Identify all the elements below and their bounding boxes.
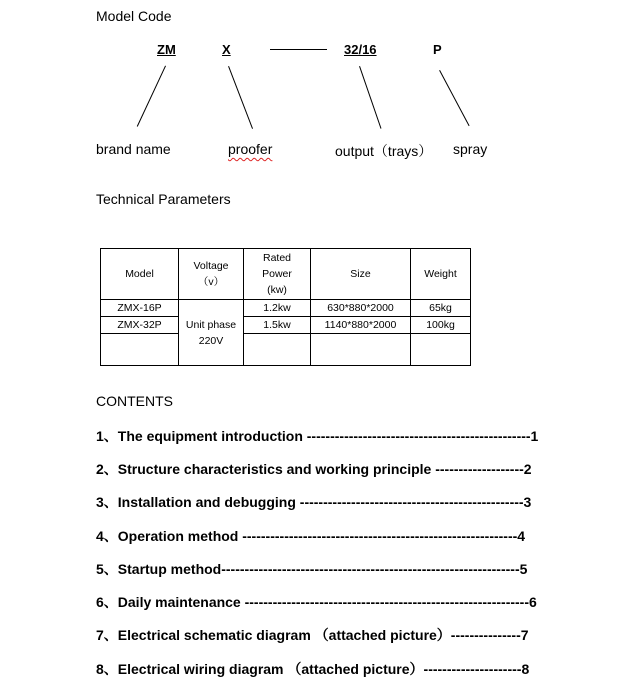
code-segment-spray: P: [433, 42, 442, 57]
cell-empty: [311, 334, 411, 366]
contents-heading: CONTENTS: [96, 393, 173, 409]
toc-item: 3、Installation and debugging ------------------------------------------------3: [96, 494, 532, 510]
header-weight-text: Weight: [424, 268, 457, 280]
header-rated-line2: Power: [262, 268, 292, 280]
table-row: [101, 300, 471, 317]
header-voltage: [179, 249, 244, 300]
cell-empty: [244, 334, 311, 366]
label-proofer: proofer: [228, 141, 273, 157]
toc-item: 7、Electrical schematic diagram （attached picture）---------------7: [96, 627, 529, 643]
cell-power: 1.5kw: [244, 317, 311, 334]
table-row: [101, 317, 471, 334]
cell-voltage: [179, 300, 244, 366]
header-model-text: Model: [125, 268, 154, 280]
header-voltage-line2: （v）: [197, 276, 225, 288]
toc-item: 1、The equipment introduction ------------------------------------------------1: [96, 428, 539, 444]
cell-size: 630*880*2000: [311, 300, 411, 317]
cell-empty: [411, 334, 471, 366]
label-spray: spray: [453, 141, 488, 157]
header-rated-line3: (kw): [267, 284, 287, 296]
cell-weight: 100kg: [411, 317, 471, 334]
cell-empty: [101, 334, 179, 366]
model-code-heading: Model Code: [96, 8, 172, 24]
toc-item: 2、Structure characteristics and working principle -------------------2: [96, 461, 532, 477]
header-voltage-line1: Voltage: [193, 260, 229, 272]
table-row-empty: [101, 334, 471, 366]
cell-model: ZMX-32P: [101, 317, 179, 334]
toc-item: 6、Daily maintenance -------------------------------------------------------------6: [96, 594, 537, 610]
tech-params-table: [100, 248, 471, 366]
cell-weight: 65kg: [411, 300, 471, 317]
code-segment-type: X: [222, 42, 231, 57]
header-rated-power: [244, 249, 311, 300]
toc-item: 8、Electrical wiring diagram （attached picture）---------------------8: [96, 661, 530, 677]
connector-line-output: [359, 66, 381, 129]
label-output-trays: output（trays）: [335, 143, 433, 159]
table-header-row: [101, 249, 471, 300]
code-separator-line: [270, 49, 327, 50]
voltage-value-line1: Unit phase: [185, 318, 237, 331]
header-rated-line1: Rated: [262, 252, 292, 264]
header-model: [101, 249, 179, 300]
toc-item: 4、Operation method -----------------------------------------------------------4: [96, 528, 526, 544]
connector-line-proofer: [228, 66, 253, 129]
code-segment-output: 32/16: [344, 42, 377, 57]
tech-params-heading: Technical Parameters: [96, 191, 231, 207]
cell-size: 1140*880*2000: [311, 317, 411, 334]
code-segment-brand: ZM: [157, 42, 176, 57]
header-size-text: Size: [350, 268, 371, 280]
label-brand-name: brand name: [96, 141, 171, 157]
cell-power: 1.2kw: [244, 300, 311, 317]
cell-model: ZMX-16P: [101, 300, 179, 317]
connector-line-brand: [137, 66, 166, 127]
toc-item: 5、Startup method----------------------------------------------------------------5: [96, 561, 528, 577]
voltage-value-line2: 220V: [198, 334, 224, 347]
header-weight: [411, 249, 471, 300]
connector-line-spray: [439, 70, 469, 126]
header-size: [311, 249, 411, 300]
